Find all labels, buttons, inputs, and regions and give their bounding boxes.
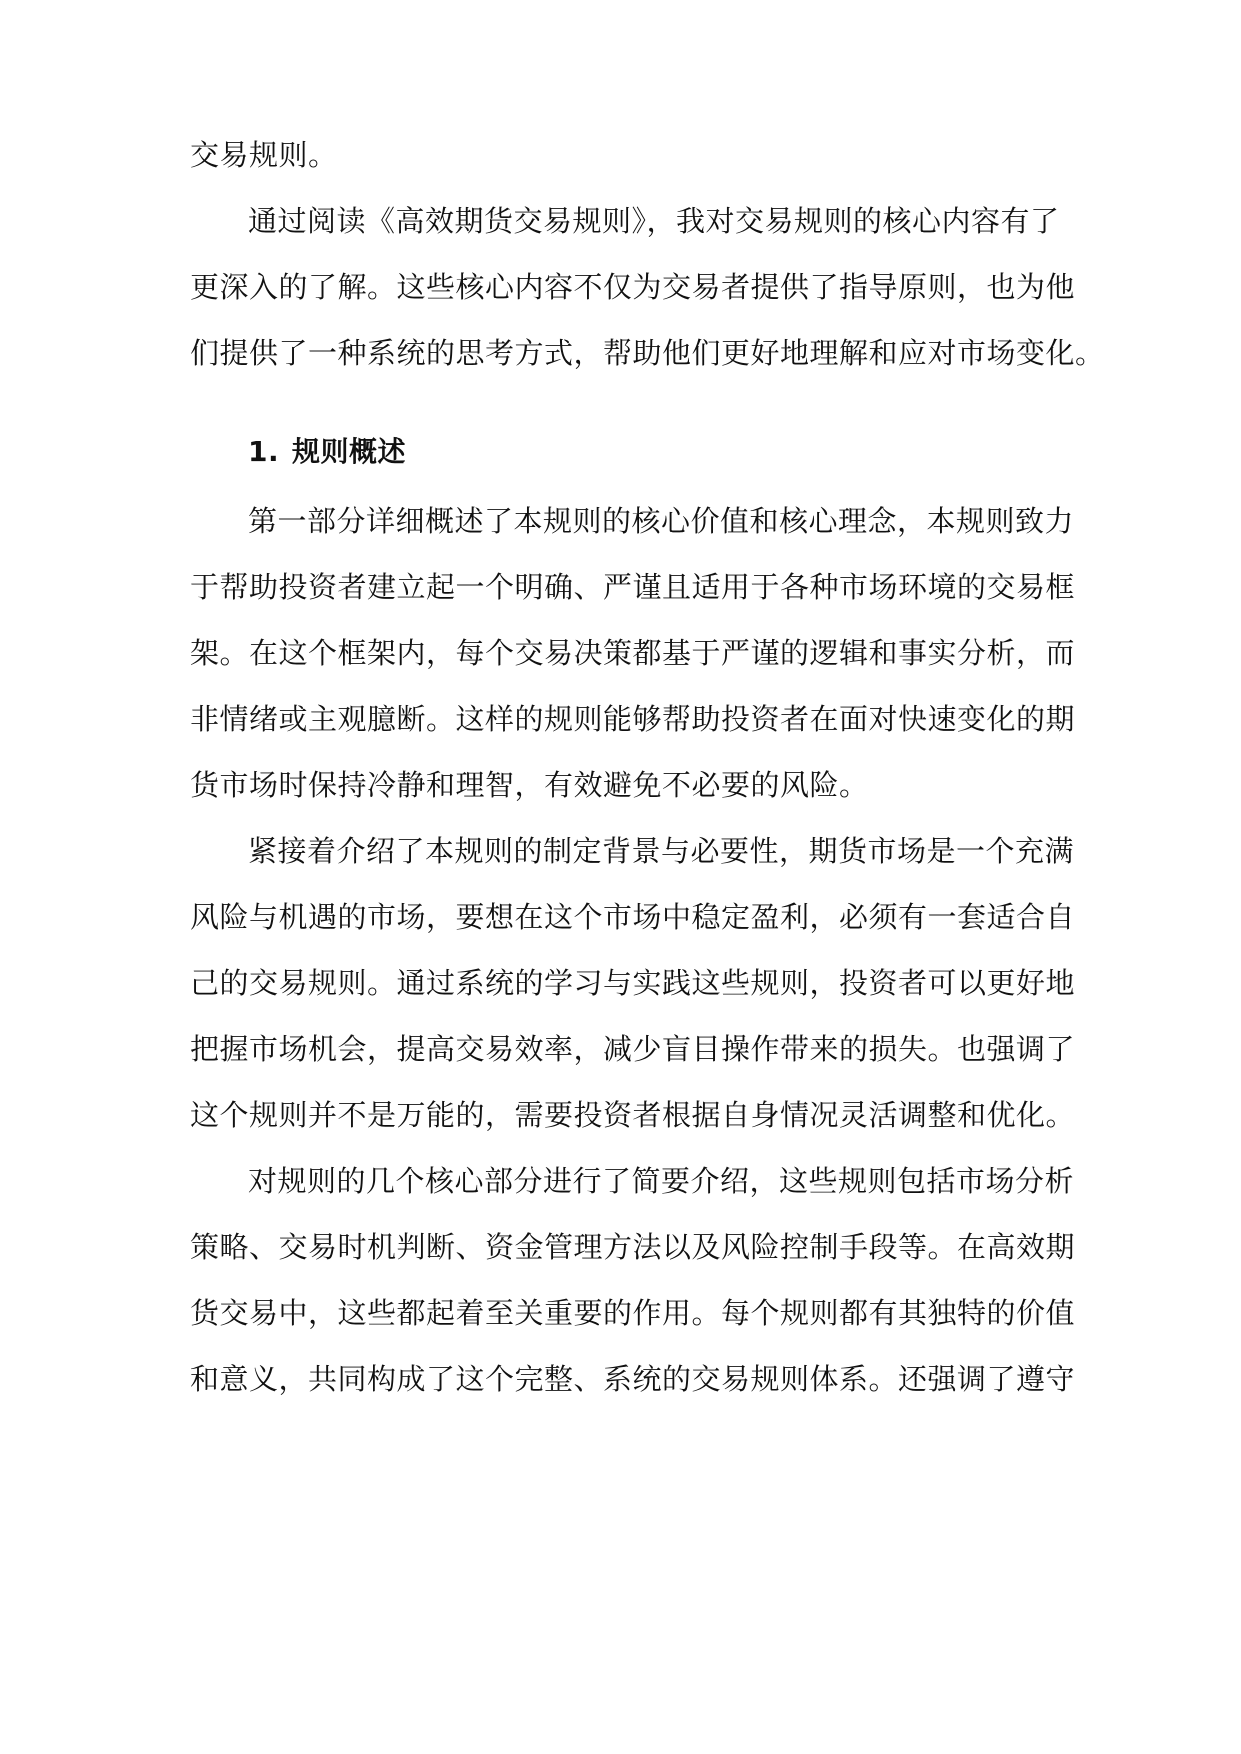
text-line: 策略、交易时机判断、资金管理方法以及风险控制手段等。在高效期: [190, 1230, 1076, 1264]
text-line: 交易规则。: [190, 138, 338, 172]
paragraph-start-line: 对规则的几个核心部分进行了简要介绍，这些规则包括市场分析: [248, 1164, 1075, 1198]
section-number: 1.: [248, 435, 280, 468]
text-line: 把握市场机会，提高交易效率，减少盲目操作带来的损失。也强调了: [190, 1032, 1076, 1066]
section-heading: [248, 432, 1128, 472]
text-line: 们提供了一种系统的思考方式，帮助他们更好地理解和应对市场变化。: [190, 336, 1105, 370]
paragraph-start-line: 紧接着介绍了本规则的制定背景与必要性，期货市场是一个充满: [248, 834, 1075, 868]
text-line: 风险与机遇的市场，要想在这个市场中稳定盈利，必须有一套适合自: [190, 900, 1076, 934]
paragraph-start-line: 第一部分详细概述了本规则的核心价值和核心理念，本规则致力: [248, 504, 1075, 538]
paragraph-start-line: 通过阅读《高效期货交易规则》，我对交易规则的核心内容有了: [248, 204, 1060, 238]
text-line: 己的交易规则。通过系统的学习与实践这些规则，投资者可以更好地: [190, 966, 1076, 1000]
text-line: 货交易中，这些都起着至关重要的作用。每个规则都有其独特的价值: [190, 1296, 1076, 1330]
text-line: 和意义，共同构成了这个完整、系统的交易规则体系。还强调了遵守: [190, 1362, 1076, 1396]
text-line: 这个规则并不是万能的，需要投资者根据自身情况灵活调整和优化。: [190, 1098, 1076, 1132]
text-line: 架。在这个框架内，每个交易决策都基于严谨的逻辑和事实分析，而: [190, 636, 1076, 670]
section-title: 规则概述: [292, 435, 407, 468]
text-line: 更深入的了解。这些核心内容不仅为交易者提供了指导原则，也为他: [190, 270, 1076, 304]
text-line: 货市场时保持冷静和理智，有效避免不必要的风险。: [190, 768, 869, 802]
text-line: 于帮助投资者建立起一个明确、严谨且适用于各种市场环境的交易框: [190, 570, 1076, 604]
text-line: 非情绪或主观臆断。这样的规则能够帮助投资者在面对快速变化的期: [190, 702, 1076, 736]
